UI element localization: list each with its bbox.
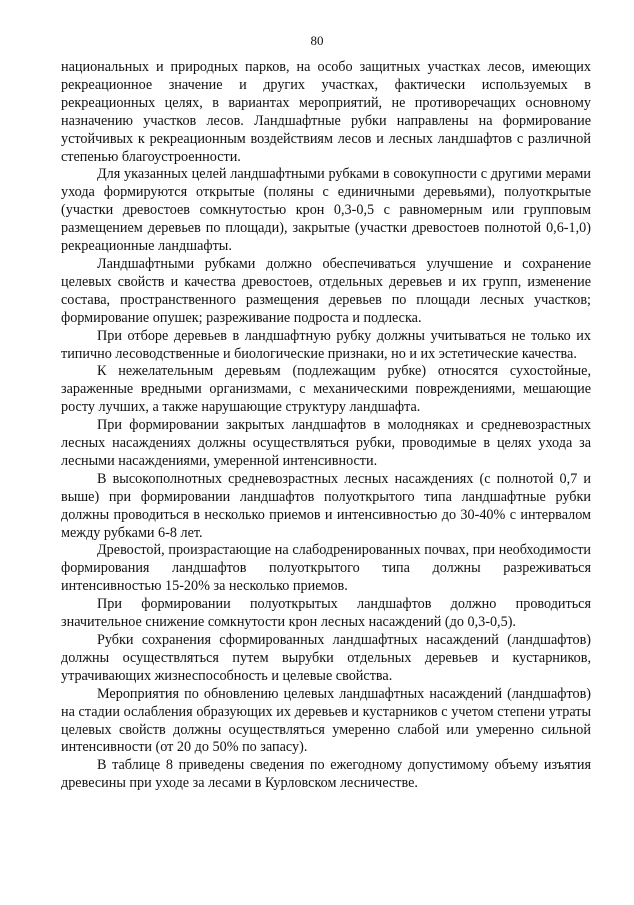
paragraph: Мероприятия по обновлению целевых ландшафтных насаждений (ландшафтов) на стадии ослабления образующих их деревьев и кустарников с учетом степени утраты целевых свойств должны осуществляться умеренно слабой или умеренно сильной интенсивности (от 20 до 50% по запасу). (61, 685, 591, 756)
paragraph: национальных и природных парков, на особо защитных участках лесов, имеющих рекреационное значение и других участках, фактически используемых в рекреационных целях, в вариантах мероприятий, не противоречащих основному назначению участков лесов. Ландшафтные рубки направлены на формирование устойчивых к рекреационным воздействиям лесов и лесных ландшафтов с различной степенью благоустроенности. (61, 59, 591, 165)
paragraph: Древостой, произрастающие на слабодренированных почвах, при необходимости формирования ландшафтов полуоткрытого типа должны разреживаться интенсивностью 15-20% за несколько приемов. (61, 542, 591, 595)
paragraph: При отборе деревьев в ландшафтную рубку должны учитываться не только их типично лесоводственные и биологические признаки, но и их эстетические качества. (61, 327, 591, 362)
paragraph: При формировании полуоткрытых ландшафтов должно проводиться значительное снижение сомкнутости крон лесных насаждений (до 0,3-0,5). (61, 596, 591, 631)
paragraph: Для указанных целей ландшафтными рубками в совокупности с другими мерами ухода формируются открытые (поляны с единичными деревьями), полуоткрытые (участки древостоев сомкнутостью крон 0,3-0,5 с равномерным или групповым размещением деревьев по площади), закрытые (участки древостоев полнотой 0,6-1,0) рекреационные ландшафты. (61, 166, 591, 255)
paragraph: К нежелательным деревьям (подлежащим рубке) относятся сухостойные, зараженные вредными организмами, с механическими повреждениями, мешающие росту лучших, а также нарушающие структуру ландшафта. (61, 363, 591, 416)
paragraph: В высокополнотных средневозрастных лесных насаждениях (с полнотой 0,7 и выше) при формировании ландшафтов полуоткрытого типа ландшафтные рубки должны проводиться в несколько приемов и интенсивностью до 30-40% с интервалом между рубками 6-8 лет. (61, 470, 591, 541)
paragraph: При формировании закрытых ландшафтов в молодняках и средневозрастных лесных насаждениях должны осуществляться рубки, проводимые в целях ухода за лесными насаждениями, умеренной интенсивности. (61, 417, 591, 469)
paragraph: В таблице 8 приведены сведения по ежегодному допустимому объему изъятия древесины при уходе за лесами в Курловском лесничестве. (61, 757, 591, 792)
document-body (61, 59, 591, 793)
paragraph: Рубки сохранения сформированных ландшафтных насаждений (ландшафтов) должны осуществляться путем вырубки отдельных деревьев и кустарников, утрачивающих жизнеспособность и целевые свойства. (61, 632, 591, 684)
paragraph: Ландшафтными рубками должно обеспечиваться улучшение и сохранение целевых свойств и качества древостоев, отдельных деревьев и их групп, изменение состава, пространственного размещения деревьев по площади лесных участков; формирование опушек; разреживание подроста и подлеска. (61, 255, 591, 326)
page-number: 80 (310, 33, 324, 48)
